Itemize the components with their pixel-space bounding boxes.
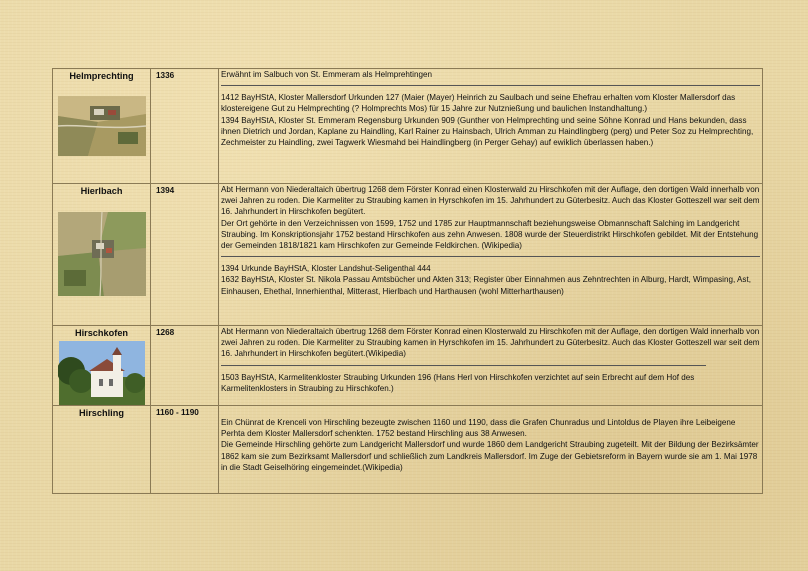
place-cell — [53, 184, 151, 326]
divider — [221, 85, 760, 92]
table-row — [53, 326, 763, 406]
divider — [221, 365, 706, 372]
source-text: 1632 BayHStA, Kloster St. Nikola Passau Amtsbücher und Akten 313; Register über Einnahmen aus Zehntrechten in Alburg, Hardt, Wimpasing, Ast, Einhausen, Ehethal, Innerhienthal, Mitterast, Hierlbach und Harthausen (wohl Mitterharthausen) — [221, 275, 751, 296]
source-text: 1412 BayHStA, Kloster Mallersdorf Urkunden 127 (Maier (Mayer) Heinrich zu Saulbach und seine Ehefrau erhalten vom Kloster Mallersdorf das klostereigene Gut zu Helmprechting (? Holmprechts Mos) für 15 Jahre zur Nutznießung und baulichen Instandhaltung.) — [221, 93, 736, 114]
table-row — [53, 184, 763, 326]
place-name: Hirschling — [79, 408, 124, 418]
place-name: Hirschkofen — [74, 328, 129, 338]
description-cell — [219, 184, 763, 326]
description-text: Der Ort gehörte in den Verzeichnissen von 1599, 1752 und 1785 zur Hauptmannschaft beziehungsweise Obmannschaft Salching im Landgericht Straubing. Im Konskriptionsjahr 1752 bestand Hirschkofen aus zehn Anwesen. 1808 wurde der Steuerdistrikt Hirschkofen gebildet. Mit der Entstehung der Gemeinden 1818/1821 kam Hirschkofen zur Gemeinde Feldkirchen. (Wikipedia) — [221, 218, 759, 251]
aerial-photo — [58, 212, 146, 296]
description-cell — [219, 406, 763, 494]
year-cell — [151, 406, 219, 494]
year-cell — [151, 326, 219, 406]
table-row — [53, 406, 763, 494]
place-cell — [53, 406, 151, 494]
places-table — [52, 68, 763, 494]
chapel-photo — [58, 341, 146, 405]
year: 1268 — [156, 328, 175, 337]
table-row — [53, 69, 763, 184]
place-cell — [53, 326, 151, 406]
place-cell — [53, 69, 151, 184]
year-cell — [151, 69, 219, 184]
place-name: Helmprechting — [69, 71, 134, 81]
aerial-photo — [58, 96, 146, 156]
divider — [221, 256, 760, 263]
place-name: Hierlbach — [80, 186, 123, 196]
description-text: Ein Chünrat de Krenceli von Hirschling bezeugte zwischen 1160 und 1190, dass die Grafen Chunradus und Lintoldus de Playen ihre Leibeigene Perhta dem Kloster Mallersdorf schenkten. 1752 bestand Hirschling aus 38 Anwesen. — [221, 418, 736, 439]
year: 1336 — [156, 71, 175, 80]
year: 1160 - 1190 — [156, 408, 199, 417]
year: 1394 — [156, 186, 175, 195]
year-cell — [151, 184, 219, 326]
description-text: Erwähnt im Salbuch von St. Emmeram als Helmprehtingen — [221, 70, 432, 79]
description-cell — [219, 326, 763, 406]
source-text: 1394 BayHStA, Kloster St. Emmeram Regensburg Urkunden 909 (Gunther von Helmprechting und seine Söhne Konrad und Hans bekunden, dass ihnen Dietrich und Jordan, Kaplane zu Haindling, Karl Rainer zu Hainsbach, Ulrich Amman zu Haindlingberg (perg) und Peter Soz zu Helmprechting, Zechmeister zu Haindling, zwei Tagwerk Wiesmahd bei Haindlingberg (in Perger Gehay) auf ewiklich überlassen haben.) — [221, 115, 754, 148]
description-text: Abt Hermann von Niederaltaich übertrug 1268 dem Förster Konrad einen Klosterwald zu Hirschkofen mit der Auflage, den dortigen Wald innerhalb von zwei Jahren zu roden. Die Karmeliter zu Straubing kamen in Hyrschkofen im 15. Jahrhundert zu Güterbesitz. Auch das Kloster Gotteszell war seit dem 16. Jahrhundert in Hirschkofen begütert. — [221, 185, 760, 217]
description-cell — [219, 69, 763, 184]
description-text: Abt Hermann von Niederaltaich übertrug 1268 dem Förster Konrad einen Klosterwald zu Hirschkofen mit der Auflage, den dortigen Wald innerhalb von zwei Jahren zu roden. Die Karmeliter zu Straubing kamen in Hyrschkofen im 15. Jahrhundert zu Güterbesitz. Auch das Kloster Gotteszell war seit dem 16. Jahrhundert in Hirschkofen begütert.(Wikipedia) — [221, 327, 760, 359]
source-text: 1394 Urkunde BayHStA, Kloster Landshut-Seligenthal 444 — [221, 264, 431, 274]
description-text: Die Gemeinde Hirschling gehörte zum Landgericht Mallersdorf und wurde 1860 dem Landgericht Straubing zugeteilt. Mit der Bildung der Bezirksämter 1862 kam sie zum Bezirksamt Mallersdorf und schließlich zum Landkreis Mallersdorf. Im Zuge der Gebietsreform in Bayern wurde sie am 1. Mai 1978 in die Stadt Geiselhöring eingemeindet.(Wikipedia) — [221, 440, 759, 472]
source-text: 1503 BayHStA, Karmelitenkloster Straubing Urkunden 196 (Hans Herl von Hirschkofen verzichtet auf sein Erbrecht auf dem Hof des Karmelitenklosters in Straubing zu Hirschkofen.) — [221, 372, 695, 393]
